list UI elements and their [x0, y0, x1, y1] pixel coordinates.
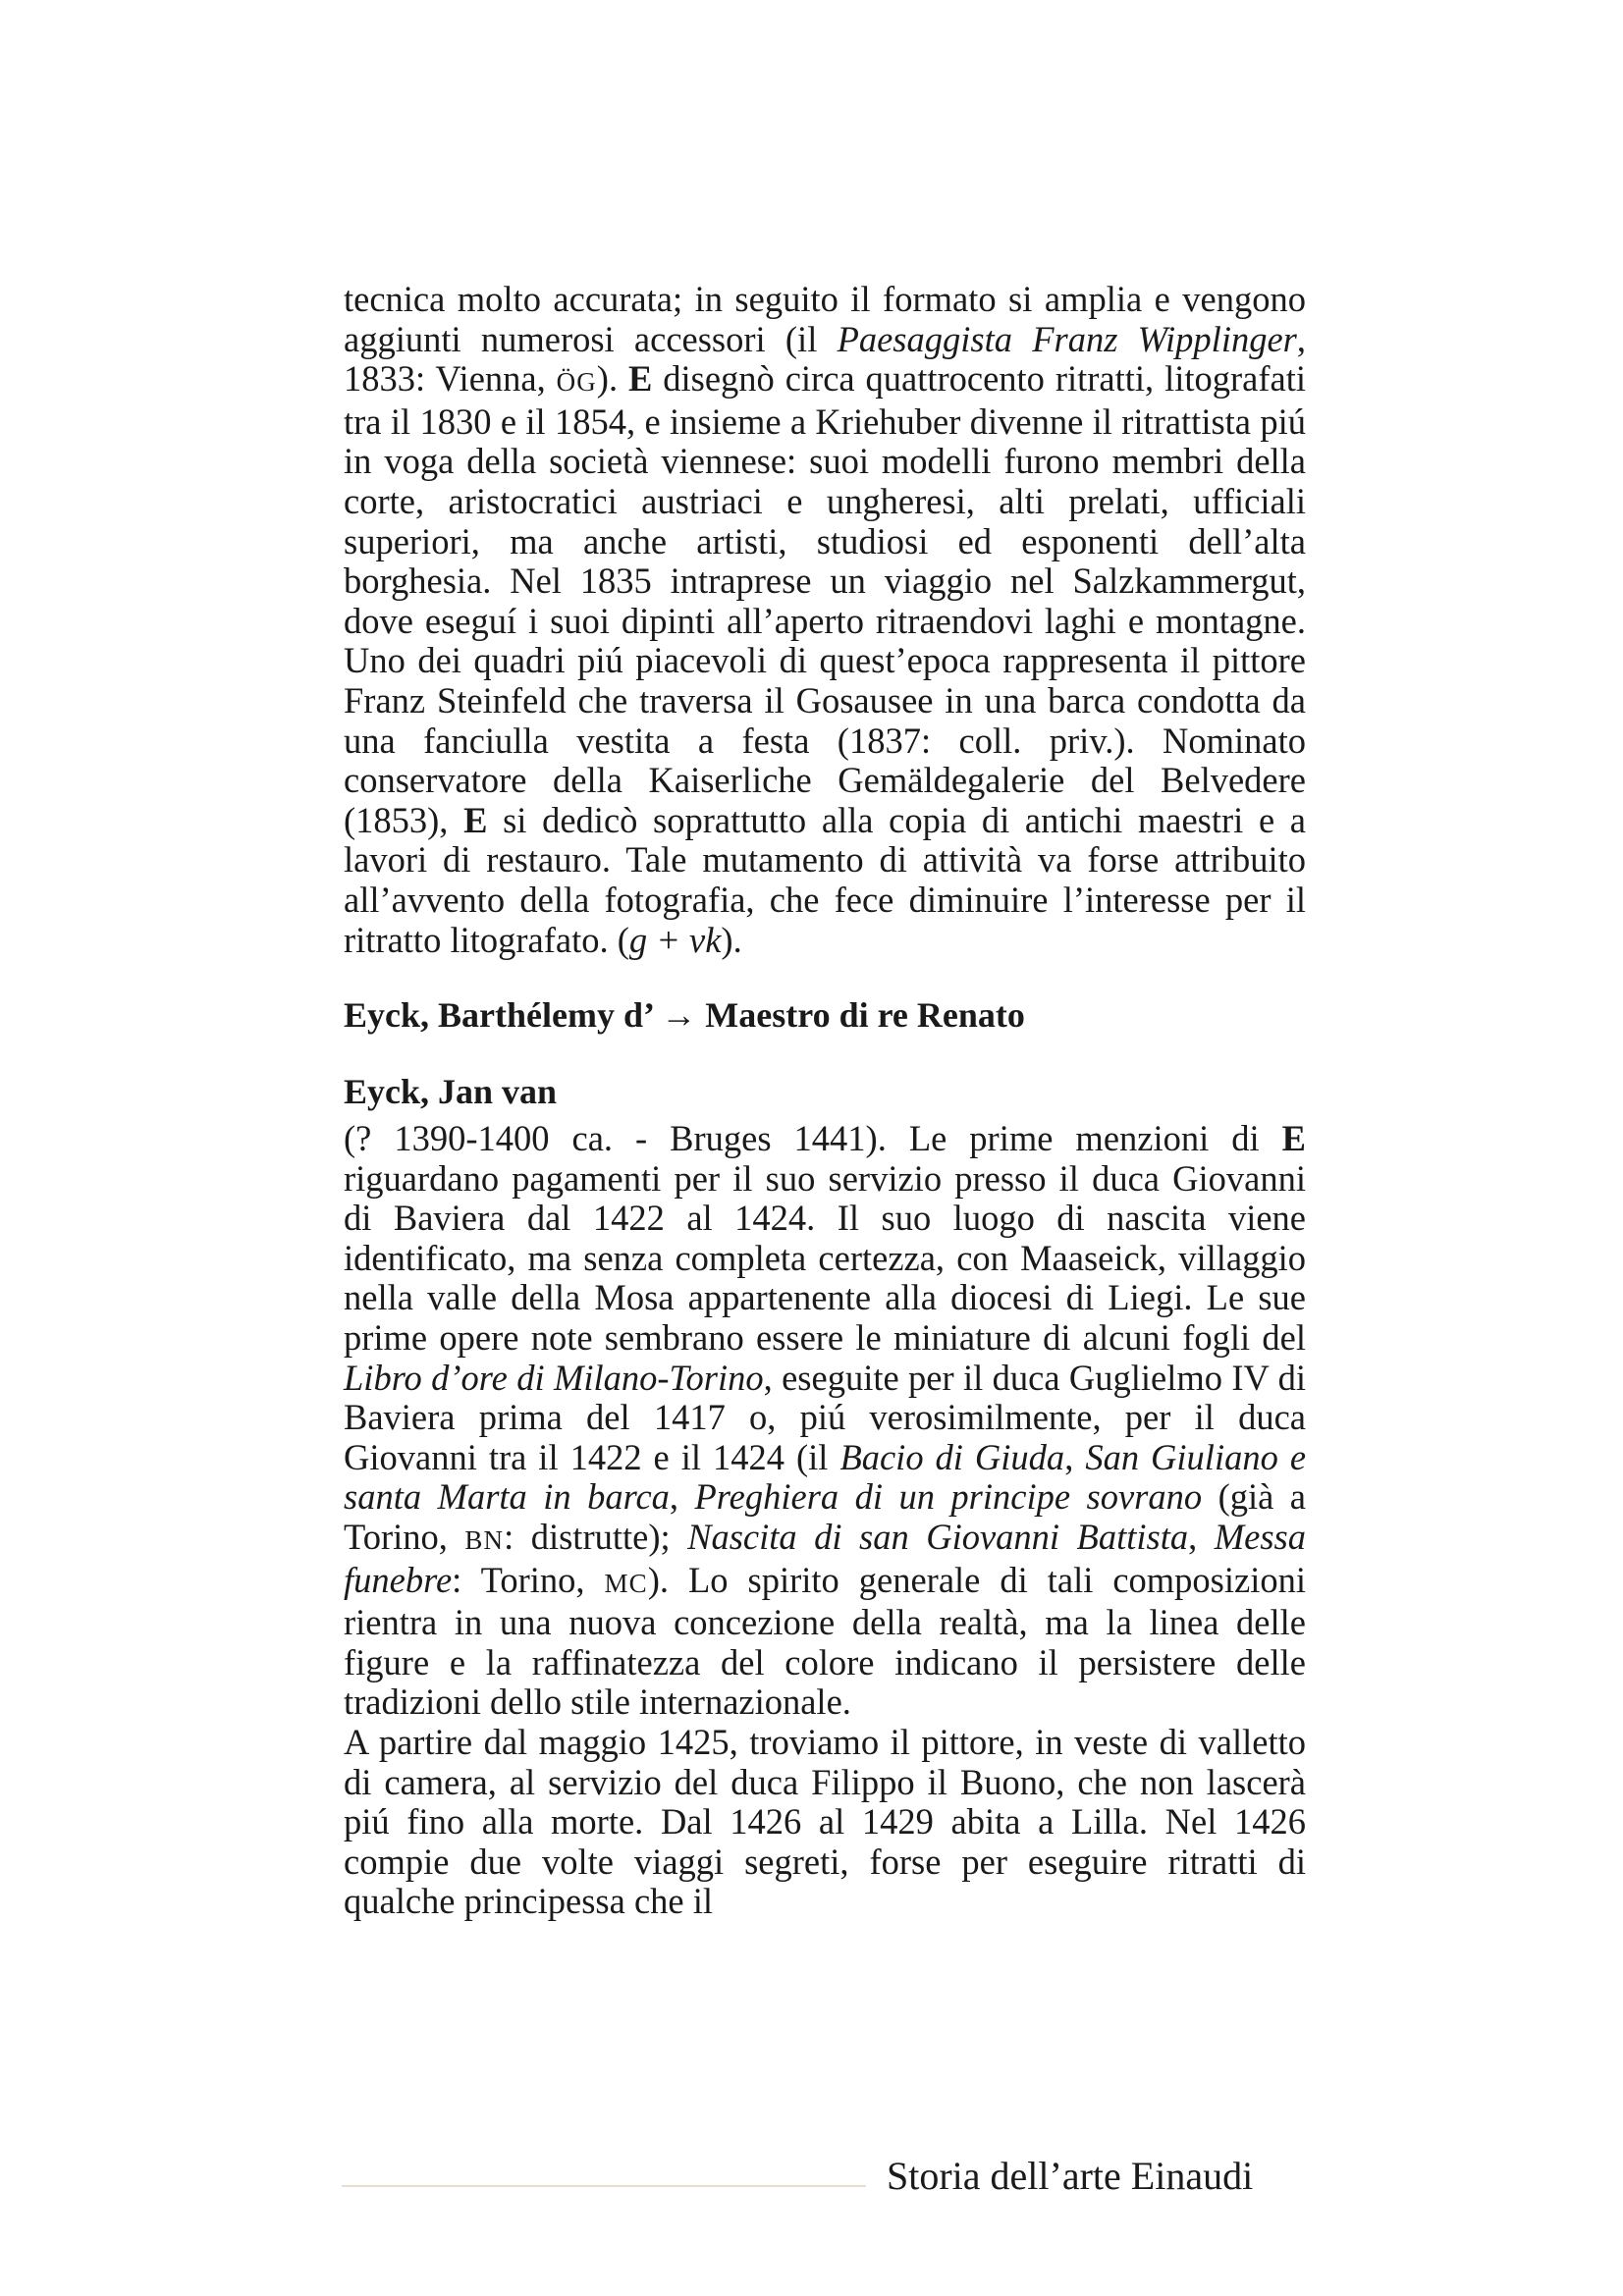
text-run: ).: [721, 919, 742, 960]
artist-initial: E: [463, 799, 488, 840]
text-run: ,: [1064, 1436, 1086, 1477]
museum-abbreviation: BN: [464, 1525, 505, 1556]
artwork-title: Libro d’ore di Milano-Torino: [344, 1357, 764, 1398]
footer-rule: [342, 2185, 866, 2187]
text-run: : distrutte);: [504, 1517, 688, 1558]
artwork-title: Preghiera di un principe sovrano: [694, 1476, 1203, 1518]
artwork-title: Messa funebre: [344, 1517, 1307, 1600]
text-run: (già a Torino,: [344, 1476, 1307, 1558]
artwork-title: Paesaggista Franz Wipplinger: [837, 318, 1297, 359]
text-run: si dedicò soprattutto alla copia di antichi maestri e a lavori di restauro. Tale mutamento di attività va forse attribuito all’avvento della fotografia, che fece diminuire l’interesse per il ritratto litografato. (: [344, 799, 1306, 960]
artist-initial: E: [627, 358, 653, 400]
text-run: riguardano pagamenti per il suo servizio presso il duca Giovanni di Baviera dal 1422 al 1424. Il suo luogo di nascita viene identificato, ma senza completa certezza, con Maaseick, villaggio nella valle della Mosa appartenente alla diocesi di Liegi. Le sue prime opere note sembrano essere le miniature di alcuni fogli del: [344, 1157, 1306, 1359]
artwork-title: Bacio di Giuda: [839, 1436, 1065, 1477]
text-run: : Torino,: [452, 1559, 605, 1600]
museum-abbreviation: MC: [604, 1568, 648, 1598]
artist-initial: E: [1281, 1118, 1306, 1159]
text-run: tecnica molto accurata; in seguito il formato si amplia e vengono aggiunti numerosi accessori (il: [344, 279, 1306, 359]
text-run: ,: [1188, 1517, 1215, 1558]
museum-abbreviation: ÖG: [556, 367, 597, 398]
entry-heading-barthelemy: Eyck, Barthélemy d’ → Maestro di re Renato: [344, 995, 1025, 1036]
text-run: ,: [669, 1476, 695, 1518]
author-initials: g + vk: [628, 919, 722, 960]
paragraph-continuation: [344, 280, 1306, 960]
artwork-title: Nascita di san Giovanni Battista: [687, 1517, 1189, 1558]
page-body: [344, 280, 1306, 1922]
artwork-title: San Giuliano e santa Marta in barca: [344, 1436, 1307, 1518]
text-run: , 1833: Vienna,: [344, 318, 1306, 400]
text-run: ).: [596, 358, 628, 400]
footer-title: Storia dell’arte Einaudi: [887, 2154, 1254, 2198]
text-run: (? 1390-1400 ca. - Bruges 1441). Le prime menzioni di: [344, 1118, 1282, 1159]
text-run: ). Lo spirito generale di tali composizioni rientra in una nuova concezione della realtà, ma la linea delle figure e la raffinatezza del colore indicano il persistere delle tradizioni dello stile internazionale.: [344, 1559, 1307, 1723]
paragraph-jan-1: [344, 1119, 1306, 1723]
entry-heading-jan-van-eyck: Eyck, Jan van: [344, 1072, 558, 1112]
text-run: disegnò circa quattrocento ritratti, litografati tra il 1830 e il 1854, e insieme a Kriehuber divenne il ritrattista piú in voga della società viennese: suoi modelli furono membri della corte, aristocratici austriaci e ungheresi, alti prelati, ufficiali superiori, ma anche artisti, studiosi ed esponenti dell’alta borghesia. Nel 1835 intraprese un viaggio nel Salzkammergut, dove eseguí i suoi dipinti all’aperto ritraendovi laghi e montagne. Uno dei quadri piú piacevoli di quest’epoca rappresenta il pittore Franz Steinfeld che traversa il Gosausee in una barca condotta da una fanciulla vestita a festa (1837: coll. priv.). Nominato conservatore della Kaiserliche Gemäldegalerie del Belvedere (1853),: [344, 358, 1306, 840]
text-run: , eseguite per il duca Guglielmo IV di Baviera prima del 1417 o, piú verosimilmente, per il duca Giovanni tra il 1422 e il 1424 (il: [344, 1357, 1306, 1477]
paragraph-jan-2: A partire dal maggio 1425, troviamo il pittore, in veste di valletto di camera, al servizio del duca Filippo il Buono, che non lascerà piú fino alla morte. Dal 1426 al 1429 abita a Lilla. Nel 1426 compie due volte viaggi segreti, forse per eseguire ritratti di qualche principessa che il: [344, 1722, 1306, 1922]
